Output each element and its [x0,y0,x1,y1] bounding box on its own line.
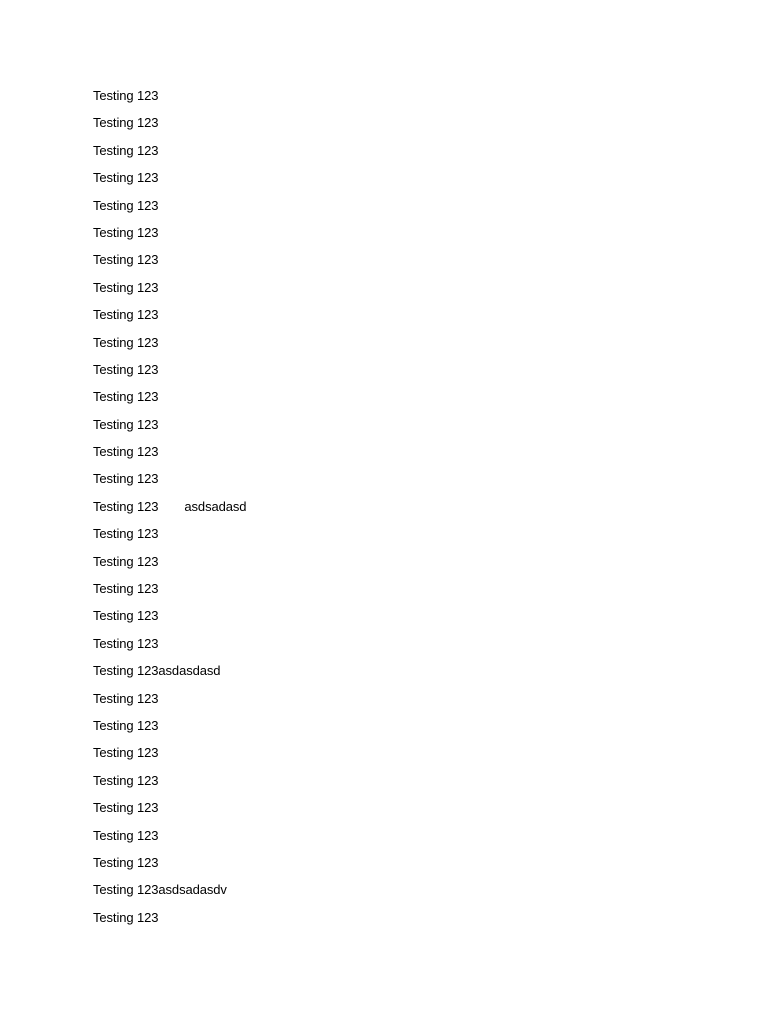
document-line [93,250,693,277]
line-text: Testing 123 [93,553,159,569]
line-text: Testing 123 [93,909,159,925]
line-text: Testing 123 [93,444,159,460]
line-text: Testing 123 [93,745,159,761]
line-text: Testing 123 [93,581,159,597]
document-line [93,113,693,140]
line-text: Testing 123 [93,854,159,870]
line-text: Testing 123 [93,334,159,350]
document-line [93,168,693,195]
document-body[interactable] [93,86,693,935]
document-line [93,552,693,579]
line-text: Testing 123 [93,279,159,295]
line-text: Testing 123 [93,197,159,213]
document-line [93,606,693,633]
document-line [93,716,693,743]
document-line [93,469,693,496]
document-line [93,853,693,880]
line-text: Testing 123 [93,389,159,405]
document-line [93,305,693,332]
line-text: Testing 123 [93,663,159,679]
document-line [93,579,693,606]
document-line [93,826,693,853]
document-line [93,196,693,223]
line-suffix-text: asdasdasd [158,663,221,679]
line-text: Testing 123 [93,88,159,103]
document-line [93,908,693,935]
document-line [93,880,693,907]
document-line [93,524,693,551]
line-text: Testing 123 [93,882,159,898]
line-text: Testing 123 [93,690,159,706]
line-text: Testing 123 [93,827,159,843]
document-line [93,360,693,387]
document-line [93,141,693,168]
document-line [93,387,693,414]
document-line [93,634,693,661]
line-text: Testing 123 [93,498,159,514]
line-text: Testing 123 [93,115,159,131]
line-text: Testing 123 [93,224,159,240]
line-suffix-text: asdsadasd [184,498,247,514]
line-text: Testing 123 [93,471,159,487]
document-line [93,223,693,250]
line-suffix-text: asdsadasdv [158,882,227,898]
document-line [93,689,693,716]
line-text: Testing 123 [93,526,159,542]
document-line [93,278,693,305]
line-text: Testing 123 [93,772,159,788]
line-text: Testing 123 [93,635,159,651]
line-text: Testing 123 [93,608,159,624]
document-line [93,415,693,442]
document-line [93,333,693,360]
line-text: Testing 123 [93,416,159,432]
line-text: Testing 123 [93,142,159,158]
line-text: Testing 123 [93,307,159,323]
line-text: Testing 123 [93,800,159,816]
document-line [93,771,693,798]
document-line [93,497,693,524]
document-line [93,798,693,825]
line-text: Testing 123 [93,252,159,268]
document-line [93,442,693,469]
document-line [93,743,693,770]
line-text: Testing 123 [93,361,159,377]
document-line [93,661,693,688]
line-text: Testing 123 [93,717,159,733]
line-text: Testing 123 [93,170,159,186]
document-line [93,86,693,113]
